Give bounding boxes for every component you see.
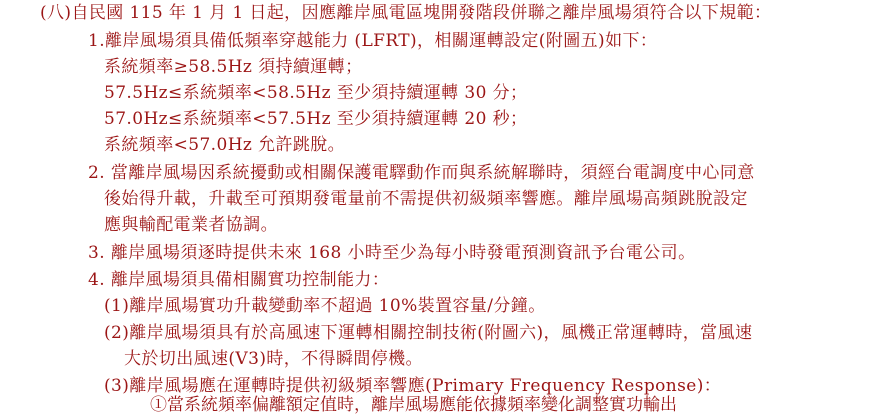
item-3-text: 3. 離岸風場須逐時提供未來 168 小時至少為每小時發電預測資訊予台電公司。 xyxy=(88,243,696,263)
item-2-text: 2. 當離岸風場因系統擾動或相關保護電驛動作而與系統解聯時，須經台電調度中心同意 xyxy=(88,163,755,183)
item-4-heading: 4. 離岸風場須具備相關實功控制能力： xyxy=(88,270,390,290)
item-4-sub-2: (2)離岸風場須具有於高風速下運轉相關控制技術(附圖六)，風機正常運轉時，當風速 xyxy=(104,323,753,343)
cropped-line-container xyxy=(0,395,894,415)
section-heading: (八)自民國 115 年 1 月 1 日起，因應離岸風電區塊開發階段併聯之離岸風場須符合以下規範： xyxy=(40,3,772,23)
item-4-sub-1: (1)離岸風場實功升載變動率不超過 10%裝置容量/分鐘。 xyxy=(104,296,546,316)
item-2-text-cont-1: 後始得升載，升載至可預期發電量前不需提供初級頻率響應。離岸風場高頻跳脫設定 xyxy=(104,189,748,209)
item-1-condition-4: 系統頻率<57.0Hz 允許跳脫。 xyxy=(104,135,346,155)
item-4-sub-3: (3)離岸風場應在運轉時提供初級頻率響應(Primary Frequency Response)： xyxy=(104,376,722,396)
item-4-sub-2-cont: 大於切出風速(V3)時，不得瞬間停機。 xyxy=(124,349,423,369)
item-1-condition-1: 系統頻率≥58.5Hz 須持續運轉； xyxy=(104,57,363,77)
cropped-line: ①當系統頻率偏離額定值時，離岸風場應能依據頻率變化調整實功輸出 xyxy=(150,395,677,415)
item-1-heading: 1.離岸風場須具備低頻率穿越能力 (LFRT)，相關運轉設定(附圖五)如下： xyxy=(88,31,658,51)
item-2-text-cont-2: 應與輸配電業者協調。 xyxy=(104,215,278,235)
item-1-condition-3: 57.0Hz≤系統頻率<57.5Hz 至少須持續運轉 20 秒； xyxy=(104,109,528,129)
item-1-condition-2: 57.5Hz≤系統頻率<58.5Hz 至少須持續運轉 30 分； xyxy=(104,83,528,103)
